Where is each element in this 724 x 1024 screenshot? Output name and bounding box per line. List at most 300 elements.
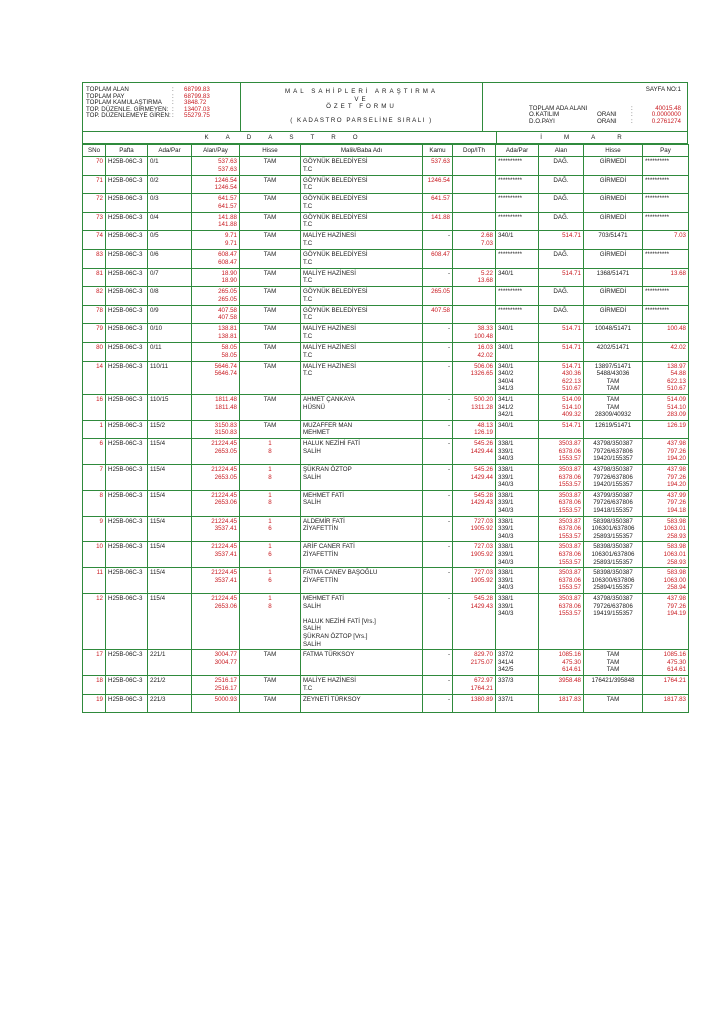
cell-line: T.C bbox=[303, 165, 313, 173]
cell-hisse bbox=[240, 249, 301, 268]
cell-hisse bbox=[240, 394, 301, 420]
row-spacer bbox=[85, 203, 103, 211]
cell-iadapar bbox=[496, 287, 539, 306]
cell-iadapar bbox=[496, 568, 539, 594]
cell-line: 3150.83 bbox=[214, 421, 237, 429]
column-header: SNo bbox=[83, 145, 106, 157]
cell-pay bbox=[643, 465, 689, 491]
cell-malik bbox=[301, 439, 423, 465]
cell-kamu: - bbox=[423, 268, 453, 287]
cell-pafta: H25B-06C-3 bbox=[106, 361, 148, 394]
cell-line: 6378.06 bbox=[558, 499, 581, 507]
ratio-block bbox=[483, 83, 687, 131]
cell-line: 340/1 bbox=[498, 269, 514, 277]
cell-line: 407.58 bbox=[218, 314, 237, 322]
cell-iadapar bbox=[496, 231, 539, 250]
total-value: 68799.83 bbox=[184, 86, 210, 93]
ratio-value: 0.0000000 bbox=[651, 111, 681, 119]
cell-ialan bbox=[539, 439, 584, 465]
cell-line: 194.20 bbox=[667, 481, 686, 489]
cell-line: 194.18 bbox=[667, 507, 686, 515]
cell-line: 340/1 bbox=[498, 232, 514, 240]
cell-ialan bbox=[539, 650, 584, 676]
cell-line: 829.70 bbox=[474, 651, 493, 659]
cell-ialan bbox=[539, 593, 584, 649]
cell-line: T.C bbox=[303, 370, 313, 378]
cell-dop bbox=[453, 516, 496, 542]
cell-ialan bbox=[539, 212, 584, 231]
cell-pay bbox=[643, 324, 689, 343]
cell-pay bbox=[643, 287, 689, 306]
table-header-row bbox=[83, 145, 689, 157]
cell-line: 1326.65 bbox=[470, 370, 493, 378]
cell-dop bbox=[453, 268, 496, 287]
cell-dop bbox=[453, 568, 496, 594]
cell-line: 19418/155357 bbox=[593, 507, 633, 515]
cell-line: 727.03 bbox=[474, 543, 493, 551]
cell-adapar: 0/2 bbox=[148, 175, 192, 194]
cell-dop bbox=[453, 650, 496, 676]
cell-ihisse bbox=[584, 361, 643, 394]
total-value: 68799.83 bbox=[184, 92, 210, 100]
cell-ialan bbox=[539, 194, 584, 213]
cell-line: 510.67 bbox=[562, 385, 581, 393]
cell-dop bbox=[453, 490, 496, 516]
cell-line: 1553.57 bbox=[558, 455, 581, 463]
cell-line: 265.05 bbox=[218, 288, 237, 296]
cell-pafta: H25B-06C-3 bbox=[106, 157, 148, 176]
cell-line: ********** bbox=[498, 250, 523, 258]
cell-iadapar bbox=[496, 324, 539, 343]
cell-adapar: 110/15 bbox=[148, 394, 192, 420]
cell-line: 2516.17 bbox=[214, 676, 237, 684]
cell-line: 2175.07 bbox=[470, 658, 493, 666]
report-title-form: ÖZET FORMU bbox=[326, 103, 397, 110]
cell-line: MUZAFFER MAN bbox=[303, 421, 353, 429]
cell-alan bbox=[192, 268, 240, 287]
cell-line: 340/3 bbox=[498, 558, 514, 566]
cell-line: ZİYAFETTİN bbox=[303, 551, 338, 558]
cell-sno: 81 bbox=[83, 268, 106, 287]
cell-line: 6378.06 bbox=[558, 473, 581, 481]
cell-iadapar bbox=[496, 212, 539, 231]
cell-line: 3503.87 bbox=[558, 569, 581, 577]
cell-line: 126.19 bbox=[474, 429, 493, 437]
cell-line: 3503.87 bbox=[558, 491, 581, 499]
cell-line: DAĞ. bbox=[553, 176, 569, 184]
column-header: Hisse bbox=[240, 145, 301, 157]
cell-iadapar bbox=[496, 675, 539, 694]
cell-hisse bbox=[240, 568, 301, 594]
ratio-unit: ORANI bbox=[597, 117, 617, 125]
cell-line: 141.88 bbox=[218, 221, 237, 229]
cell-malik bbox=[301, 268, 423, 287]
cell-adapar: 0/5 bbox=[148, 231, 192, 250]
ratio-colon: : bbox=[631, 117, 633, 125]
cell-line: 1905.92 bbox=[470, 576, 493, 584]
cell-line: TAM bbox=[263, 395, 277, 403]
cell-line: 1063.01 bbox=[663, 525, 686, 533]
table-row bbox=[83, 490, 689, 516]
cell-line: 79726/637806 bbox=[593, 499, 633, 507]
report-title: MAL SAHİPLERİ ARAŞTIRMA bbox=[284, 88, 438, 95]
cell-pafta: H25B-06C-3 bbox=[106, 542, 148, 568]
cell-ialan bbox=[539, 568, 584, 594]
total-label: TOP. DÜZENLE. GİRMEYEN: bbox=[86, 105, 169, 113]
table-row bbox=[83, 342, 689, 361]
cell-hisse bbox=[240, 268, 301, 287]
cell-ialan bbox=[539, 249, 584, 268]
ratio-colon: : bbox=[631, 111, 633, 119]
table-row bbox=[83, 305, 689, 324]
cell-iadapar bbox=[496, 465, 539, 491]
cell-sno: 70 bbox=[83, 157, 106, 176]
cell-line: 1811.48 bbox=[215, 395, 237, 403]
cell-line: 141.88 bbox=[218, 213, 237, 221]
cell-line: TAM bbox=[263, 158, 277, 165]
cell-line: GİRMEDİ bbox=[599, 213, 627, 221]
cell-ialan bbox=[539, 305, 584, 324]
cell-line: GÖYNÜK BELEDİYESİ bbox=[303, 158, 368, 165]
cell-sno: 71 bbox=[83, 175, 106, 194]
cell-line: 138.81 bbox=[218, 325, 237, 333]
total-colon: : bbox=[172, 112, 174, 120]
cell-line: 622.13 bbox=[562, 377, 581, 385]
cell-pay bbox=[643, 568, 689, 594]
cell-adapar: 0/11 bbox=[148, 342, 192, 361]
cell-line: 100.48 bbox=[667, 325, 686, 333]
cell-line: T.C bbox=[303, 684, 313, 692]
cell-line bbox=[303, 610, 420, 618]
cell-pay bbox=[643, 542, 689, 568]
cell-line: 510.67 bbox=[667, 385, 686, 393]
cell-line: SALİH bbox=[303, 447, 321, 455]
cell-line: 13.68 bbox=[670, 269, 686, 277]
cell-line: T.C bbox=[303, 332, 313, 340]
cell-malik bbox=[301, 542, 423, 568]
cell-line: 43798/350387 bbox=[593, 594, 633, 602]
cell-adapar: 115/4 bbox=[148, 465, 192, 491]
cell-malik bbox=[301, 490, 423, 516]
cell-ihisse bbox=[584, 157, 643, 176]
cell-ialan bbox=[539, 516, 584, 542]
cell-line: 1764.21 bbox=[663, 676, 686, 684]
cell-pafta: H25B-06C-3 bbox=[106, 675, 148, 694]
cell-pay bbox=[643, 249, 689, 268]
cell-line: 338/1 bbox=[498, 543, 514, 551]
row-spacer bbox=[85, 184, 103, 192]
cell-line: 1085.16 bbox=[663, 651, 686, 659]
cell-hisse bbox=[240, 516, 301, 542]
cell-line: TAM bbox=[606, 385, 620, 393]
cell-adapar: 0/4 bbox=[148, 212, 192, 231]
cell-hisse bbox=[240, 593, 301, 649]
cell-hisse bbox=[240, 490, 301, 516]
cell-line: 3958.48 bbox=[558, 676, 581, 684]
column-header: Pafta bbox=[106, 145, 148, 157]
cell-line: 25893/155357 bbox=[593, 558, 633, 566]
cell-hisse bbox=[240, 194, 301, 213]
cell-line: 339/1 bbox=[498, 525, 514, 533]
cell-sno: 12 bbox=[83, 593, 106, 649]
cell-alan bbox=[192, 675, 240, 694]
cell-line: 6 bbox=[268, 525, 272, 533]
cell-ialan bbox=[539, 268, 584, 287]
cell-pay bbox=[643, 361, 689, 394]
cell-kamu: - bbox=[423, 231, 453, 250]
cell-pay bbox=[643, 516, 689, 542]
cell-line: T.C bbox=[303, 184, 313, 192]
cell-ihisse bbox=[584, 593, 643, 649]
table-row bbox=[83, 194, 689, 213]
cell-line: 1429.43 bbox=[470, 499, 493, 507]
cell-adapar: 115/4 bbox=[148, 439, 192, 465]
cell-alan bbox=[192, 249, 240, 268]
cell-adapar: 115/4 bbox=[148, 542, 192, 568]
cell-dop bbox=[453, 394, 496, 420]
cell-line: TAM bbox=[263, 232, 277, 240]
cell-line: 6378.06 bbox=[558, 525, 581, 533]
cell-adapar: 115/4 bbox=[148, 516, 192, 542]
cell-ihisse bbox=[584, 249, 643, 268]
cell-line: DAĞ. bbox=[553, 306, 569, 314]
cell-sno: 72 bbox=[83, 194, 106, 213]
total-row bbox=[86, 113, 236, 120]
table-row bbox=[83, 249, 689, 268]
cell-adapar: 0/9 bbox=[148, 305, 192, 324]
cell-line: 430.36 bbox=[562, 370, 581, 378]
cell-line: ALDEMİR FATİ bbox=[303, 517, 345, 525]
cell-hisse bbox=[240, 287, 301, 306]
cell-pay bbox=[643, 593, 689, 649]
cell-kamu: - bbox=[423, 568, 453, 594]
row-spacer bbox=[85, 603, 103, 611]
cell-dop bbox=[453, 675, 496, 694]
cell-line: 545.26 bbox=[474, 466, 493, 474]
cell-line: 797.26 bbox=[667, 473, 686, 481]
table-row bbox=[83, 361, 689, 394]
cell-line: 1553.57 bbox=[558, 584, 581, 592]
cell-pay bbox=[643, 420, 689, 439]
cell-line: 608.47 bbox=[218, 250, 237, 258]
cell-hisse bbox=[240, 420, 301, 439]
cell-malik bbox=[301, 305, 423, 324]
cell-adapar: 0/8 bbox=[148, 287, 192, 306]
cell-iadapar bbox=[496, 361, 539, 394]
cell-line: ********** bbox=[645, 195, 670, 203]
cell-adapar: 115/2 bbox=[148, 420, 192, 439]
cell-dop bbox=[453, 694, 496, 713]
cell-alan bbox=[192, 394, 240, 420]
table-row bbox=[83, 212, 689, 231]
cell-line: 514.71 bbox=[562, 421, 581, 429]
cell-ialan bbox=[539, 675, 584, 694]
cell-line: 1368/51471 bbox=[596, 269, 630, 277]
cell-line: ********** bbox=[498, 176, 523, 184]
cell-line: 13.68 bbox=[477, 277, 493, 285]
cell-line: 3503.87 bbox=[558, 517, 581, 525]
cell-line: 1 bbox=[268, 466, 272, 474]
cell-kamu: - bbox=[423, 516, 453, 542]
cell-line: 8 bbox=[268, 602, 272, 610]
cell-line: T.C bbox=[303, 221, 313, 229]
cell-line: 608.47 bbox=[218, 258, 237, 266]
cell-line: ŞÜKRAN ÖZTOP bbox=[303, 466, 352, 474]
cell-line: TAM bbox=[263, 676, 277, 684]
cell-line: TAM bbox=[263, 269, 277, 277]
cell-line: 1063.00 bbox=[663, 576, 686, 584]
cell-malik bbox=[301, 157, 423, 176]
cell-line: MALİYE HAZİNESİ bbox=[303, 269, 356, 277]
cell-line: 2653.05 bbox=[214, 473, 237, 481]
cell-sno: 19 bbox=[83, 694, 106, 713]
cell-sno: 10 bbox=[83, 542, 106, 568]
cell-line: 8 bbox=[268, 447, 272, 455]
cell-line: TAM bbox=[263, 288, 277, 296]
cell-adapar: 0/10 bbox=[148, 324, 192, 343]
cell-line: 2653.06 bbox=[214, 602, 237, 610]
cell-line: SALİH bbox=[303, 499, 321, 507]
cell-line: 514.10 bbox=[667, 403, 686, 411]
cell-line: 583.98 bbox=[667, 543, 686, 551]
cell-line: 339/1 bbox=[498, 447, 514, 455]
ratio-label: TOPLAM ADA ALANI bbox=[529, 104, 588, 112]
cell-line: GÖYNÜK BELEDİYESİ bbox=[303, 213, 368, 221]
cell-line: 138.97 bbox=[667, 362, 686, 370]
cell-line: TAM bbox=[263, 306, 277, 314]
cell-hisse bbox=[240, 675, 301, 694]
ratio-label: O.KATILIM bbox=[529, 111, 560, 119]
cell-pay bbox=[643, 490, 689, 516]
total-label: TOP. DÜZENLEMEYE GİREN: bbox=[86, 112, 171, 120]
cell-line: 338/1 bbox=[498, 491, 514, 499]
cell-pafta: H25B-06C-3 bbox=[106, 420, 148, 439]
cell-line: 727.03 bbox=[474, 517, 493, 525]
cell-alan bbox=[192, 420, 240, 439]
cell-line: 265.05 bbox=[218, 295, 237, 303]
cell-pay bbox=[643, 675, 689, 694]
cell-line: T.C bbox=[303, 314, 313, 322]
cell-line: 21224.45 bbox=[211, 543, 237, 551]
cell-kamu: - bbox=[423, 650, 453, 676]
cell-ihisse bbox=[584, 268, 643, 287]
table-row bbox=[83, 593, 689, 649]
cell-line: 3537.41 bbox=[214, 551, 237, 558]
row-spacer bbox=[85, 448, 103, 456]
cell-line: 16.03 bbox=[477, 343, 493, 351]
cell-iadapar bbox=[496, 516, 539, 542]
cell-line: 703/51471 bbox=[598, 232, 628, 240]
cell-alan bbox=[192, 324, 240, 343]
cell-sno: 1 bbox=[83, 420, 106, 439]
cell-line: 340/3 bbox=[498, 455, 514, 463]
cell-sno: 8 bbox=[83, 490, 106, 516]
cell-alan bbox=[192, 568, 240, 594]
cell-line: 341/4 bbox=[498, 658, 514, 666]
cell-alan bbox=[192, 231, 240, 250]
row-spacer bbox=[85, 333, 103, 341]
cell-malik bbox=[301, 212, 423, 231]
cell-hisse bbox=[240, 465, 301, 491]
cell-line: T.C bbox=[303, 202, 313, 210]
cell-kamu: - bbox=[423, 694, 453, 713]
cell-line: 9.71 bbox=[224, 239, 237, 247]
cell-alan bbox=[192, 439, 240, 465]
cell-line: 1817.83 bbox=[663, 695, 686, 703]
cell-line: 3503.87 bbox=[558, 466, 581, 474]
cell-hisse bbox=[240, 542, 301, 568]
cell-line: TAM bbox=[263, 195, 277, 203]
cell-pay bbox=[643, 194, 689, 213]
cell-line: 1553.57 bbox=[558, 481, 581, 489]
cell-line: 6378.06 bbox=[558, 551, 581, 558]
table-row bbox=[83, 675, 689, 694]
cell-sno: 82 bbox=[83, 287, 106, 306]
cell-line: 475.30 bbox=[667, 658, 686, 666]
cell-line: 1553.57 bbox=[558, 532, 581, 540]
cell-line: 58.05 bbox=[221, 343, 237, 351]
cell-line: 25893/155357 bbox=[593, 532, 633, 540]
cell-line: 54.88 bbox=[670, 370, 686, 378]
total-colon: : bbox=[172, 105, 174, 113]
cell-line: 514.71 bbox=[562, 232, 581, 240]
cell-line: DAĞ. bbox=[553, 213, 569, 221]
cell-ihisse bbox=[584, 212, 643, 231]
cell-alan bbox=[192, 650, 240, 676]
cell-line: 21224.45 bbox=[211, 569, 237, 577]
cell-dop bbox=[453, 231, 496, 250]
cell-line: 338/1 bbox=[498, 440, 514, 448]
column-header: Dop/ITh bbox=[453, 145, 496, 157]
cell-line: ********** bbox=[498, 288, 523, 296]
cell-alan bbox=[192, 157, 240, 176]
cell-line: 79726/637806 bbox=[593, 602, 633, 610]
cell-hisse bbox=[240, 324, 301, 343]
cell-pafta: H25B-06C-3 bbox=[106, 305, 148, 324]
cell-line: ********** bbox=[498, 213, 523, 221]
cell-pafta: H25B-06C-3 bbox=[106, 175, 148, 194]
cell-line: GÖYNÜK BELEDİYESİ bbox=[303, 250, 368, 258]
cell-line: SALİH bbox=[303, 640, 321, 648]
cell-pay bbox=[643, 394, 689, 420]
cell-line: 58.05 bbox=[221, 351, 237, 359]
cell-line: 100.48 bbox=[474, 332, 493, 340]
cell-line: 622.13 bbox=[667, 377, 686, 385]
cell-hisse bbox=[240, 439, 301, 465]
cell-line: 3503.87 bbox=[558, 440, 581, 448]
cell-line: 340/1 bbox=[498, 343, 514, 351]
cell-kamu: 265.05 bbox=[423, 287, 453, 306]
cell-line: ********** bbox=[645, 158, 670, 165]
cell-line: 1 bbox=[268, 440, 272, 448]
cell-sno: 9 bbox=[83, 516, 106, 542]
cell-line: ŞÜKRAN ÖZTOP [Vrs.] bbox=[303, 632, 368, 640]
cell-line: 9.71 bbox=[224, 232, 237, 240]
cell-line: 514.71 bbox=[562, 362, 581, 370]
table-row bbox=[83, 420, 689, 439]
cell-alan bbox=[192, 542, 240, 568]
cell-malik bbox=[301, 516, 423, 542]
cell-line: 79726/637806 bbox=[593, 473, 633, 481]
cell-line: 514.10 bbox=[562, 403, 581, 411]
cell-pafta: H25B-06C-3 bbox=[106, 593, 148, 649]
cell-line: 79726/637806 bbox=[593, 447, 633, 455]
cell-sno: 7 bbox=[83, 465, 106, 491]
cell-line: 337/1 bbox=[498, 695, 514, 703]
cell-line: TAM bbox=[263, 343, 277, 351]
cell-line: 797.26 bbox=[667, 602, 686, 610]
cell-line: MALİYE HAZİNESİ bbox=[303, 343, 356, 351]
